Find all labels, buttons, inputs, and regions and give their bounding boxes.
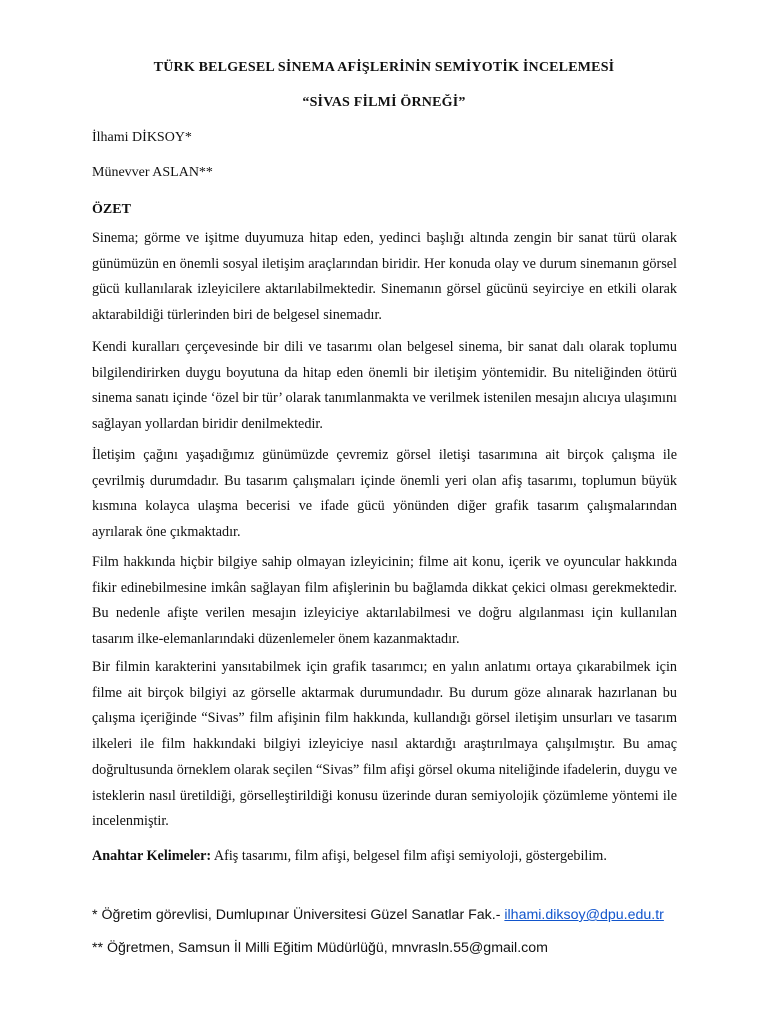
paper-title: TÜRK BELGESEL SİNEMA AFİŞLERİNİN SEMİYOTİK İNCELEMESİ: [153, 60, 615, 75]
abstract-paragraph-1: Sinema; görme ve işitme duyumuza hitap eden, yedinci başlığı altında zengin bir sanat türü olarak günümüzün en önemli sosyal iletişim araçlarından biridir. Her konuda olay ve durum sinemanın görsel gücü kullanılarak izleyicilere aktarılabilmektedir. Sinemanın görsel gücünü seyirciye en etkili olarak aktarabildiği türlerinden biri de belgesel sinemadır.: [92, 230, 677, 324]
keywords-text: Afiş tasarımı, film afişi, belgesel film afişi semiyoloji, göstergebilim.: [211, 848, 607, 864]
keywords-label: Anahtar Kelimeler:: [92, 848, 212, 864]
abstract-paragraph-2: Kendi kuralları çerçevesinde bir dili ve tasarımı olan belgesel sinema, bir sanat dalı olarak toplumu bilgilendirirken duygu boyutuna da hitap eden önemli bir iletişim yöntemidir. Bu niteliğinden ötürü sinema sanatı içinde ‘özel bir tür’ olarak tanımlanmakta ve verilmek istenilen mesajın alıcıya ulaşımını sağlayan yollardan biridir denilmektedir.: [92, 339, 677, 433]
author-2: Münevver ASLAN**: [92, 165, 213, 180]
footnote-1-text: * Öğretim görevlisi, Dumlupınar Üniversitesi Güzel Sanatlar Fak.-: [92, 907, 505, 923]
keywords-line: [92, 844, 677, 870]
email-link[interactable]: ilhami.diksoy@dpu.edu.tr: [504, 907, 664, 923]
abstract-paragraph-3: İletişim çağını yaşadığımız günümüzde çevremiz görsel iletişi tasarımına ait birçok çalışma ile çevrilmiş durumdadır. Bu tasarım çalışmaları içinde önemli yeri olan afiş tasarımı, toplumun büyük kısmına kolayca ulaşma becerisi ve ifade gücü yönünden diğer grafik tasarım çalışmalarından ayrılarak öne çıkmaktadır.: [92, 447, 677, 541]
abstract-heading: ÖZET: [92, 202, 131, 217]
abstract-paragraph-4: Film hakkında hiçbir bilgiye sahip olmayan izleyicinin; filme ait konu, içerik ve oyuncular hakkında fikir edinebilmesine imkân sağlayan film afişlerinin bu bağlamda dikkat çekici olması gerekmektedir. Bu nedenle afişte verilen mesajın izleyiciye aktarılabilmesi ve doğru algılanması için kullanılan tasarım ilke-elemanlarındaki düzenlemeler önem kazanmaktadır.: [92, 554, 677, 648]
footnote-1: [92, 907, 664, 923]
paper-subtitle: “SİVAS FİLMİ ÖRNEĞİ”: [302, 95, 466, 110]
author-1: İlhami DİKSOY*: [92, 130, 192, 145]
footnote-2: ** Öğretmen, Samsun İl Milli Eğitim Müdürlüğü, mnvrasln.55@gmail.com: [92, 940, 548, 956]
abstract-paragraph-5: Bir filmin karakterini yansıtabilmek için grafik tasarımcı; en yalın anlatımı ortaya çıkarabilmek için filme ait birçok bilgiyi az görselle aktarmak durumundadır. Bu durum göze alınarak hazırlanan bu çalışma içeriğinde “Sivas” film afişinin film hakkında, kullandığı görsel iletişim unsurları ve tasarım ilkeleri ile film hakkındaki bilgiyi izleyiciye nasıl aktardığı araştırılmaya çalışılmıştır. Bu amaç doğrultusunda örneklem olarak seçilen “Sivas” film afişi görsel okuma niteliğinde ifadelerin, duygu ve isteklerin nasıl üretildiği, görselleştirildiği konusu üzerinde duran semiyolojik çözümleme yöntemi ile incelenmiştir.: [92, 659, 677, 830]
